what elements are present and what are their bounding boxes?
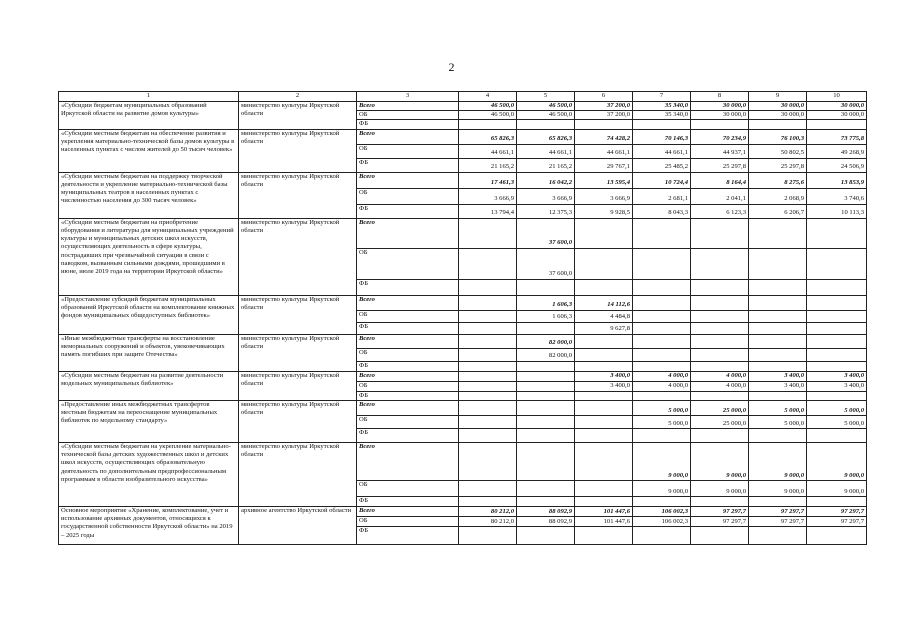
amount-cell (807, 334, 867, 348)
amount-cell: 5 000,0 (807, 400, 867, 415)
funding-source: Всего (357, 506, 459, 516)
amount-cell: 10 113,3 (807, 204, 867, 218)
amount-cell (691, 248, 749, 279)
table-row (59, 334, 867, 348)
amount-cell: 97 297,7 (691, 506, 749, 516)
amount-cell: 35 340,0 (633, 102, 691, 111)
amount-cell: 3 400,0 (749, 371, 807, 381)
amount-cell: 46 500,0 (517, 111, 575, 120)
amount-cell (459, 391, 517, 400)
amount-cell: 21 165,2 (459, 158, 517, 172)
table-row (59, 295, 867, 310)
amount-cell: 44 661,1 (459, 144, 517, 158)
amount-cell (749, 310, 807, 322)
amount-cell (633, 348, 691, 361)
amount-cell (517, 361, 575, 371)
amount-cell: 44 661,1 (517, 144, 575, 158)
column-header: 6 (575, 92, 633, 102)
funding-source: ОБ (357, 480, 459, 496)
responsible-executor: министерство культуры Иркутской области (239, 400, 357, 442)
amount-cell (459, 348, 517, 361)
amount-cell: 44 937,1 (691, 144, 749, 158)
amount-cell: 9 000,0 (691, 442, 749, 480)
amount-cell: 97 297,7 (807, 516, 867, 526)
amount-cell: 80 212,0 (459, 506, 517, 516)
amount-cell (633, 391, 691, 400)
responsible-executor: министерство культуры Иркутской области (239, 172, 357, 218)
amount-cell (749, 279, 807, 295)
funding-source: ФБ (357, 361, 459, 371)
amount-cell: 8 275,6 (749, 172, 807, 188)
amount-cell: 6 123,3 (691, 204, 749, 218)
amount-cell (459, 428, 517, 442)
amount-cell: 5 000,0 (633, 415, 691, 428)
amount-cell (575, 334, 633, 348)
amount-cell: 50 802,5 (749, 144, 807, 158)
measure-description: «Предоставление субсидий бюджетам муниципальных образований Иркутской области на комплектование книжных фондов муниципальных общедоступных библиотек» (59, 295, 239, 334)
amount-cell (575, 442, 633, 480)
amount-cell (807, 248, 867, 279)
funding-source: Всего (357, 295, 459, 310)
amount-cell: 46 500,0 (517, 102, 575, 111)
amount-cell: 37 600,0 (517, 248, 575, 279)
amount-cell: 17 461,3 (459, 172, 517, 188)
header-row (59, 92, 867, 102)
amount-cell: 30 000,0 (691, 102, 749, 111)
table-row (59, 400, 867, 415)
amount-cell: 3 400,0 (575, 371, 633, 381)
amount-cell (749, 428, 807, 442)
amount-cell (807, 391, 867, 400)
column-header: 7 (633, 92, 691, 102)
amount-cell: 3 400,0 (749, 381, 807, 391)
amount-cell: 44 661,1 (633, 144, 691, 158)
amount-cell: 8 164,4 (691, 172, 749, 188)
amount-cell: 2 681,1 (633, 188, 691, 204)
amount-cell: 4 000,0 (691, 381, 749, 391)
amount-cell (633, 334, 691, 348)
amount-cell (459, 248, 517, 279)
amount-cell (459, 310, 517, 322)
amount-cell (517, 480, 575, 496)
amount-cell (633, 120, 691, 129)
amount-cell (575, 279, 633, 295)
amount-cell (459, 322, 517, 334)
amount-cell: 74 428,2 (575, 129, 633, 144)
amount-cell (749, 334, 807, 348)
funding-source: ФБ (357, 158, 459, 172)
amount-cell (749, 218, 807, 248)
funding-source: Всего (357, 172, 459, 188)
amount-cell: 1 606,3 (517, 310, 575, 322)
amount-cell (691, 322, 749, 334)
amount-cell (807, 295, 867, 310)
funding-source: ФБ (357, 279, 459, 295)
amount-cell: 13 794,4 (459, 204, 517, 218)
measure-description: «Субсидии местным бюджетам на укрепление материально-технической базы детских художественных школ и детских школ искусств, осуществляющих образовательную деятельность по дополнительным предпрофессиональным программам в области изобразительного искусства» (59, 442, 239, 506)
amount-cell (691, 361, 749, 371)
amount-cell (633, 310, 691, 322)
amount-cell (633, 428, 691, 442)
amount-cell: 88 092,9 (517, 506, 575, 516)
measure-description: Основное мероприятие «Хранение, комплектование, учет и использование архивных документов, относящихся к государственной собственности Иркутской области» на 2019 – 2025 годы (59, 506, 239, 544)
funding-source: ОБ (357, 381, 459, 391)
amount-cell (575, 480, 633, 496)
amount-cell (749, 120, 807, 129)
funding-source: ОБ (357, 310, 459, 322)
funding-source: ФБ (357, 526, 459, 544)
amount-cell (749, 526, 807, 544)
amount-cell (459, 381, 517, 391)
amount-cell (459, 526, 517, 544)
amount-cell: 97 297,7 (749, 516, 807, 526)
amount-cell (691, 348, 749, 361)
amount-cell (459, 361, 517, 371)
amount-cell: 13 853,9 (807, 172, 867, 188)
amount-cell: 3 666,9 (517, 188, 575, 204)
amount-cell: 30 000,0 (749, 111, 807, 120)
amount-cell (459, 371, 517, 381)
amount-cell: 37 200,0 (575, 102, 633, 111)
amount-cell: 5 000,0 (749, 415, 807, 428)
column-header: 10 (807, 92, 867, 102)
amount-cell (575, 248, 633, 279)
column-header: 9 (749, 92, 807, 102)
amount-cell: 13 595,4 (575, 172, 633, 188)
amount-cell (575, 415, 633, 428)
amount-cell (517, 428, 575, 442)
amount-cell (633, 248, 691, 279)
amount-cell: 49 268,9 (807, 144, 867, 158)
funding-source: ОБ (357, 348, 459, 361)
amount-cell (633, 279, 691, 295)
funding-source: ФБ (357, 204, 459, 218)
column-header: 5 (517, 92, 575, 102)
amount-cell: 30 000,0 (807, 111, 867, 120)
amount-cell (517, 526, 575, 544)
amount-cell (459, 334, 517, 348)
table-row (59, 172, 867, 188)
amount-cell: 25 297,8 (749, 158, 807, 172)
amount-cell (459, 496, 517, 506)
amount-cell (575, 496, 633, 506)
amount-cell: 9 000,0 (749, 442, 807, 480)
amount-cell (459, 415, 517, 428)
amount-cell (807, 361, 867, 371)
amount-cell (749, 361, 807, 371)
amount-cell (575, 218, 633, 248)
amount-cell: 106 002,3 (633, 516, 691, 526)
budget-table (58, 91, 867, 545)
funding-source: Всего (357, 334, 459, 348)
amount-cell: 76 100,3 (749, 129, 807, 144)
table-row (59, 102, 867, 111)
amount-cell (517, 120, 575, 129)
amount-cell (691, 496, 749, 506)
amount-cell (691, 391, 749, 400)
amount-cell (459, 480, 517, 496)
amount-cell (633, 218, 691, 248)
amount-cell (807, 348, 867, 361)
amount-cell: 80 212,0 (459, 516, 517, 526)
amount-cell (807, 310, 867, 322)
amount-cell: 101 447,6 (575, 506, 633, 516)
amount-cell: 70 146,3 (633, 129, 691, 144)
column-header: 3 (357, 92, 459, 102)
funding-source: ФБ (357, 391, 459, 400)
amount-cell (691, 526, 749, 544)
amount-cell (575, 361, 633, 371)
funding-source: ФБ (357, 496, 459, 506)
amount-cell (575, 428, 633, 442)
amount-cell: 4 000,0 (633, 381, 691, 391)
amount-cell (575, 526, 633, 544)
amount-cell (807, 279, 867, 295)
table-row (59, 218, 867, 248)
amount-cell (517, 442, 575, 480)
amount-cell: 82 000,0 (517, 348, 575, 361)
amount-cell: 3 400,0 (807, 381, 867, 391)
amount-cell (749, 496, 807, 506)
amount-cell (633, 361, 691, 371)
amount-cell: 97 297,7 (749, 506, 807, 516)
funding-source: ОБ (357, 415, 459, 428)
table-row (59, 506, 867, 516)
amount-cell: 73 775,8 (807, 129, 867, 144)
column-header: 8 (691, 92, 749, 102)
amount-cell (517, 381, 575, 391)
amount-cell (749, 248, 807, 279)
amount-cell: 65 826,3 (517, 129, 575, 144)
amount-cell: 10 724,4 (633, 172, 691, 188)
amount-cell (517, 400, 575, 415)
amount-cell (633, 496, 691, 506)
funding-source: ОБ (357, 188, 459, 204)
amount-cell: 25 000,0 (691, 415, 749, 428)
amount-cell (691, 218, 749, 248)
funding-source: ОБ (357, 516, 459, 526)
amount-cell: 12 375,3 (517, 204, 575, 218)
amount-cell (459, 218, 517, 248)
amount-cell: 2 068,9 (749, 188, 807, 204)
amount-cell: 65 826,3 (459, 129, 517, 144)
amount-cell: 21 165,2 (517, 158, 575, 172)
amount-cell (459, 120, 517, 129)
funding-source: Всего (357, 442, 459, 480)
amount-cell: 46 500,0 (459, 111, 517, 120)
amount-cell (517, 279, 575, 295)
amount-cell: 9 000,0 (691, 480, 749, 496)
amount-cell (807, 526, 867, 544)
amount-cell: 9 000,0 (633, 442, 691, 480)
amount-cell: 3 400,0 (807, 371, 867, 381)
amount-cell (575, 348, 633, 361)
responsible-executor: министерство культуры Иркутской области (239, 129, 357, 172)
amount-cell: 30 000,0 (691, 111, 749, 120)
funding-source: ФБ (357, 428, 459, 442)
amount-cell: 4 000,0 (633, 371, 691, 381)
measure-description: «Субсидии местным бюджетам на развитие деятельности модельных муниципальных библиотек» (59, 371, 239, 400)
amount-cell (691, 310, 749, 322)
measure-description: «Предоставление иных межбюджетных трансфертов местным бюджетам на переоснащение муниципальных библиотек по модельному стандарту» (59, 400, 239, 442)
amount-cell (749, 348, 807, 361)
amount-cell: 1 606,3 (517, 295, 575, 310)
amount-cell (749, 391, 807, 400)
amount-cell (575, 400, 633, 415)
amount-cell: 3 740,6 (807, 188, 867, 204)
funding-source: ФБ (357, 322, 459, 334)
amount-cell: 97 297,7 (807, 506, 867, 516)
amount-cell (633, 322, 691, 334)
amount-cell: 4 000,0 (691, 371, 749, 381)
amount-cell: 8 043,3 (633, 204, 691, 218)
amount-cell (517, 322, 575, 334)
measure-description: «Иные межбюджетные трансферты на восстановление мемориальных сооружений и объектов, увековечивающих память погибших при защите Отечества» (59, 334, 239, 371)
amount-cell: 101 447,6 (575, 516, 633, 526)
amount-cell (517, 415, 575, 428)
amount-cell: 6 206,7 (749, 204, 807, 218)
funding-source: ФБ (357, 120, 459, 129)
amount-cell: 106 002,3 (633, 506, 691, 516)
amount-cell (691, 120, 749, 129)
amount-cell (807, 218, 867, 248)
amount-cell: 14 112,6 (575, 295, 633, 310)
amount-cell: 70 234,9 (691, 129, 749, 144)
responsible-executor: министерство культуры Иркутской области (239, 218, 357, 295)
amount-cell (575, 120, 633, 129)
responsible-executor: архивное агентство Иркутской области (239, 506, 357, 544)
column-header: 1 (59, 92, 239, 102)
amount-cell: 37 200,0 (575, 111, 633, 120)
amount-cell (633, 295, 691, 310)
responsible-executor: министерство культуры Иркутской области (239, 102, 357, 130)
amount-cell: 9 000,0 (807, 442, 867, 480)
amount-cell: 24 506,9 (807, 158, 867, 172)
funding-source: ОБ (357, 248, 459, 279)
amount-cell: 25 000,0 (691, 400, 749, 415)
amount-cell (517, 391, 575, 400)
column-header: 2 (239, 92, 357, 102)
funding-source: ОБ (357, 111, 459, 120)
amount-cell: 5 000,0 (749, 400, 807, 415)
amount-cell: 35 340,0 (633, 111, 691, 120)
amount-cell (517, 371, 575, 381)
amount-cell: 88 092,9 (517, 516, 575, 526)
amount-cell: 5 000,0 (807, 415, 867, 428)
amount-cell (807, 496, 867, 506)
amount-cell: 2 041,1 (691, 188, 749, 204)
amount-cell (459, 442, 517, 480)
amount-cell (691, 428, 749, 442)
amount-cell: 30 000,0 (807, 102, 867, 111)
amount-cell (807, 120, 867, 129)
amount-cell: 82 000,0 (517, 334, 575, 348)
table-row (59, 442, 867, 480)
amount-cell (459, 400, 517, 415)
amount-cell: 25 485,2 (633, 158, 691, 172)
amount-cell (691, 334, 749, 348)
funding-source: Всего (357, 371, 459, 381)
responsible-executor: министерство культуры Иркутской области (239, 334, 357, 371)
funding-source: Всего (357, 218, 459, 248)
amount-cell: 3 400,0 (575, 381, 633, 391)
page-number: 2 (448, 60, 455, 74)
amount-cell: 3 666,9 (575, 188, 633, 204)
amount-cell: 46 500,0 (459, 102, 517, 111)
amount-cell (517, 496, 575, 506)
measure-description: «Субсидии местным бюджетам на приобретение оборудования и литературы для муниципальных учреждений культуры и муниципальных детских школ искусств, осуществляющих деятельность в сфере культуры, пострадавших при чрезвычайной ситуации в связи с паводком, вызванным сильными дождями, прошедшими в июне, июле 2019 года на территории Иркутской области» (59, 218, 239, 295)
amount-cell: 37 600,0 (517, 218, 575, 248)
amount-cell: 30 000,0 (749, 102, 807, 111)
column-header: 4 (459, 92, 517, 102)
amount-cell (633, 526, 691, 544)
funding-source: Всего (357, 400, 459, 415)
amount-cell (749, 322, 807, 334)
funding-source: ОБ (357, 144, 459, 158)
funding-source: Всего (357, 129, 459, 144)
funding-source: Всего (357, 102, 459, 111)
table-row (59, 371, 867, 381)
responsible-executor: министерство культуры Иркутской области (239, 371, 357, 400)
amount-cell: 4 484,8 (575, 310, 633, 322)
amount-cell: 9 627,8 (575, 322, 633, 334)
measure-description: «Субсидии бюджетам муниципальных образований Иркутской области на развитие домов культуры» (59, 102, 239, 130)
measure-description: «Субсидии местным бюджетам на обеспечение развития и укрепления материально-технической базы домов культуры в населенных пунктах с числом жителей до 50 тысяч человек» (59, 129, 239, 172)
amount-cell: 97 297,7 (691, 516, 749, 526)
amount-cell: 9 000,0 (633, 480, 691, 496)
responsible-executor: министерство культуры Иркутской области (239, 442, 357, 506)
amount-cell (459, 295, 517, 310)
amount-cell (807, 322, 867, 334)
amount-cell (691, 279, 749, 295)
amount-cell: 9 928,5 (575, 204, 633, 218)
amount-cell: 3 666,9 (459, 188, 517, 204)
amount-cell (691, 295, 749, 310)
amount-cell: 9 000,0 (807, 480, 867, 496)
amount-cell: 16 042,2 (517, 172, 575, 188)
measure-description: «Субсидии местным бюджетам на поддержку творческой деятельности и укрепление материально-технической базы муниципальных театров в населенных пунктах с численностью населения до 300 тысяч человек» (59, 172, 239, 218)
amount-cell (459, 279, 517, 295)
table-row (59, 129, 867, 144)
amount-cell (749, 295, 807, 310)
amount-cell: 25 297,8 (691, 158, 749, 172)
amount-cell (575, 391, 633, 400)
amount-cell: 29 767,1 (575, 158, 633, 172)
responsible-executor: министерство культуры Иркутской области (239, 295, 357, 334)
amount-cell (807, 428, 867, 442)
amount-cell: 5 000,0 (633, 400, 691, 415)
amount-cell: 44 661,1 (575, 144, 633, 158)
amount-cell: 9 000,0 (749, 480, 807, 496)
